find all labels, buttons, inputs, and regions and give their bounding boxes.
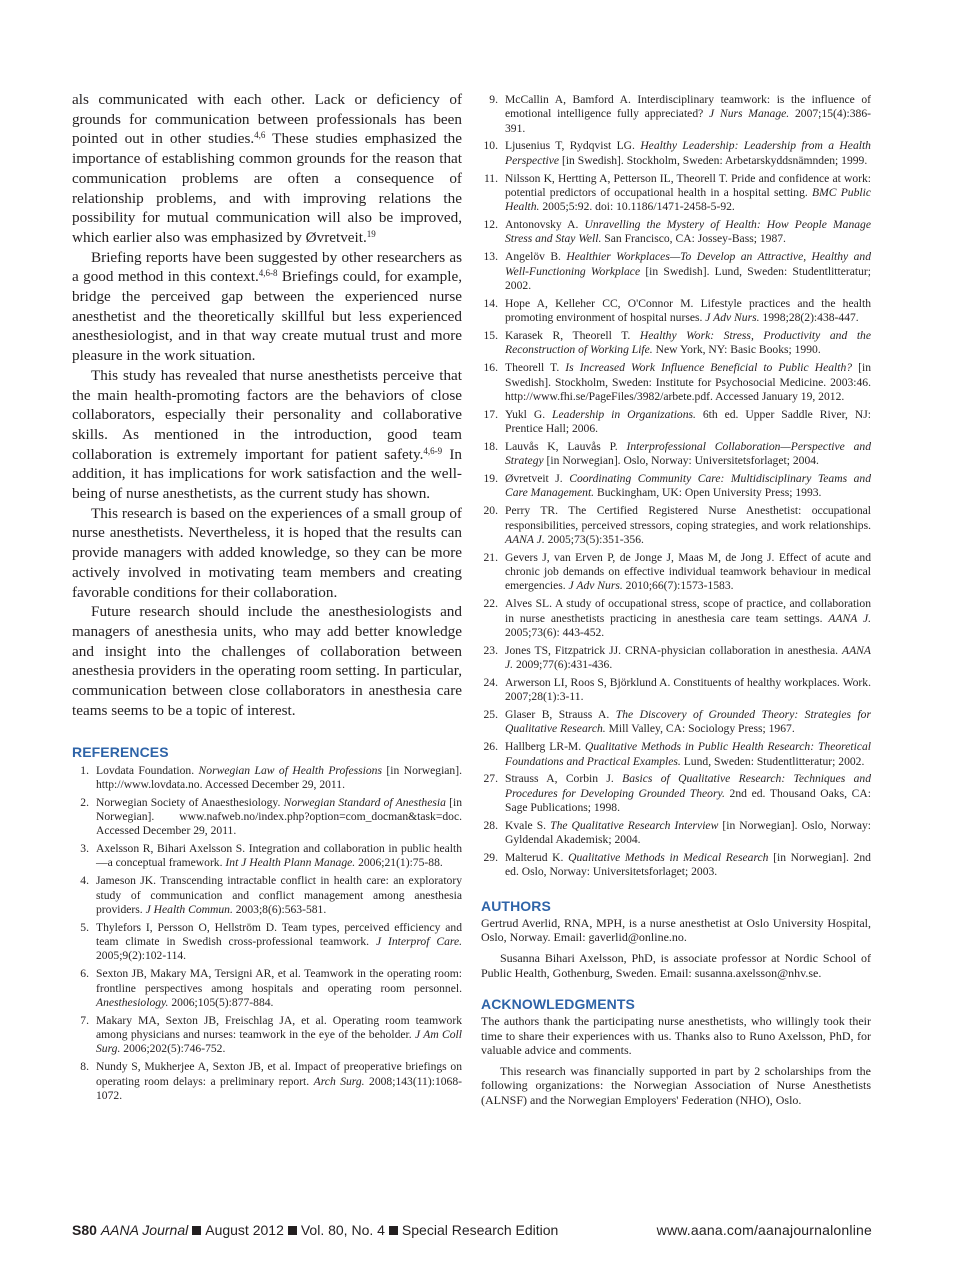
reference-number: 14. bbox=[483, 296, 498, 310]
italic-title: J Adv Nurs. bbox=[568, 579, 623, 593]
reference-item bbox=[481, 329, 871, 358]
reference-number: 1. bbox=[80, 763, 89, 777]
reference-text: Ljusenius T, Rydqvist LG. Healthy Leadership: Leadership from a Health Perspective [in Swedish]. Stockholm, Sweden: Arbetarskyddsnämnden; 1999. bbox=[505, 139, 871, 167]
italic-title: J Interprof Care. bbox=[375, 935, 462, 949]
reference-item bbox=[481, 297, 871, 326]
reference-text: Thylefors I, Persson O, Hellström D. Team types, perceived efficiency and team climate in Swedish cross-professional teamwork. J Interprof Care. 2005;9(2):102-114. bbox=[96, 920, 462, 963]
reference-item bbox=[481, 551, 871, 594]
italic-title: AANA J. bbox=[828, 611, 871, 625]
reference-item bbox=[481, 504, 871, 547]
italic-title: Coordinating Community Care: Multidisciplinary Teams and Care Management. bbox=[505, 472, 871, 500]
reference-text: Malterud K. Qualitative Methods in Medical Research [in Norwegian]. 2nd ed. Oslo, Norway: Universitetsforlaget; 2003. bbox=[505, 851, 871, 879]
italic-title: Anesthesiology. bbox=[96, 995, 169, 1009]
italic-title: J Adv Nurs. bbox=[705, 311, 760, 325]
italic-title: Norwegian Standard of Anesthesia bbox=[283, 795, 446, 809]
reference-number: 11. bbox=[483, 171, 498, 185]
reference-text: Makary MA, Sexton JB, Freischlag JA, et al. Operating room teamwork among physicians and nurses: teamwork in the eye of the beholder. J Am Coll Surg. 2006;202(5):746-752. bbox=[96, 1013, 462, 1056]
journal-name: AANA Journal bbox=[100, 1222, 189, 1238]
reference-number: 20. bbox=[483, 504, 498, 518]
italic-title: Norwegian Law of Health Professions bbox=[198, 763, 382, 777]
reference-item bbox=[481, 93, 871, 136]
reference-text: Nilsson K, Hertting A, Petterson IL, Theorell T. Pride and confidence at work: potential predictors of occupational health in a hospital setting. BMC Public Health. 2005;5:92. doi: 10.1186/1471-2458-5-92. bbox=[505, 171, 871, 214]
reference-text: Kvale S. The Qualitative Research Interview [in Norwegian]. Oslo, Norway: Gyldendal Akademisk; 2004. bbox=[505, 818, 872, 847]
italic-title: Leadership in Organizations. bbox=[552, 407, 696, 421]
reference-text: Karasek R, Theorell T. Healthy Work: Stress, Productivity and the Reconstruction of Working Life. New York, NY: Basic Books; 1990. bbox=[505, 329, 871, 357]
footer-citation bbox=[72, 1222, 558, 1238]
italic-title: BMC Public Health. bbox=[505, 185, 871, 214]
square-bullet-icon bbox=[389, 1226, 398, 1235]
left-column bbox=[72, 90, 462, 1107]
reference-number: 5. bbox=[80, 920, 89, 934]
reference-number: 12. bbox=[483, 218, 498, 232]
reference-text: Jones TS, Fitzpatrick JJ. CRNA-physician collaboration in anesthesia. AANA J. 2009;77(6):431-436. bbox=[505, 643, 871, 671]
reference-number: 26. bbox=[483, 740, 498, 754]
reference-text: Jameson JK. Transcending intractable conflict in health care: an exploratory study of communication and conflict management among anesthesia providers. J Health Commun. 2003;8(6):563-581. bbox=[96, 874, 462, 916]
italic-title: J Health Commun. bbox=[145, 902, 233, 916]
reference-text: Antonovsky A. Unravelling the Mystery of Health: How People Manage Stress and Stay Well. San Francisco, CA: Jossey-Bass; 1987. bbox=[505, 218, 871, 246]
reference-item bbox=[72, 764, 462, 793]
italic-title: AANA J. bbox=[505, 643, 871, 671]
italic-title: Interprofessional Collaboration—Perspective and Strategy bbox=[505, 439, 871, 468]
body-paragraph: Future research should include the anesthesiologists and managers of anesthesia units, who may add better knowledge and insight into the challenges of collaboration between anesthesia providers in the operating room setting. In particular, communication between close collaborators in anesthesia care teams seems to be a topic of interest. bbox=[72, 603, 462, 719]
reference-item bbox=[481, 676, 871, 705]
citation-superscript: 19 bbox=[366, 228, 376, 239]
reference-number: 3. bbox=[80, 842, 89, 856]
author-paragraph: Gertrud Averlid, RNA, MPH, is a nurse anesthetist at Oslo University Hospital, Oslo, Norway. Email: gaverlid@online.no. bbox=[481, 915, 871, 945]
reference-item bbox=[481, 472, 871, 501]
italic-title: The Discovery of Grounded Theory: Strategies for Qualitative Research. bbox=[505, 708, 871, 736]
author-paragraph: Susanna Bihari Axelsson, PhD, is associate professor at Nordic School of Public Health, Gothenburg, Sweden. Email: susanna.axelsson@nhv.se. bbox=[481, 950, 871, 980]
reference-text: Gevers J, van Erven P, de Jonge J, Maas M, de Jong J. Effect of acute and chronic job demands on effective individual teamwork behaviour in medical emergencies. J Adv Nurs. 2010;66(7):1573-1583. bbox=[505, 550, 871, 593]
italic-title: The Qualitative Research Interview bbox=[550, 818, 719, 832]
reference-text: Hallberg LR-M. Qualitative Methods in Public Health Research: Theoretical Foundations and Practical Examples. Lund, Sweden: Studentlitteratur; 2002. bbox=[505, 740, 871, 768]
reference-number: 27. bbox=[483, 772, 498, 786]
reference-item bbox=[481, 440, 871, 469]
reference-number: 9. bbox=[489, 93, 498, 106]
italic-title: Qualitative Methods in Medical Research bbox=[568, 851, 769, 865]
italic-title: Healthy Work: Stress, Productivity and the Reconstruction of Working Life. bbox=[505, 329, 871, 357]
reference-text: Angelöv B. Healthier Workplaces—To Develop an Attractive, Healthy and Well-Functioning Workplace [in Swedish]. Lund, Sweden: Studentlitteratur; 2002. bbox=[505, 250, 871, 292]
italic-title: Healthy Leadership: Leadership from a Health Perspective bbox=[505, 139, 871, 167]
italic-title: AANA J. bbox=[505, 532, 545, 546]
citation-superscript: 4,6-8 bbox=[258, 268, 278, 279]
reference-text: Øvretveit J. Coordinating Community Care: Multidisciplinary Teams and Care Management. Buckingham, UK: Open University Press; 1993. bbox=[505, 472, 871, 500]
italic-title: J Am Coll Surg. bbox=[96, 1028, 462, 1056]
reference-text: Alves SL. A study of occupational stress, scope of practice, and collaboration in nurse anesthetists practicing in anesthesia care team settings. AANA J. 2005;73(6): 443-452. bbox=[505, 597, 871, 639]
italic-title: Int J Health Plann Manage. bbox=[225, 856, 356, 870]
reference-text: Theorell T. Is Increased Work Influence Beneficial to Public Health? [in Swedish]. Stockholm, Sweden: Institute for Psychosocial Medicine. 2003:46. http://www.fhi.se/PageFiles/3982/arbete.pdf. Accessed January 19, 2012. bbox=[505, 361, 872, 403]
reference-item bbox=[72, 1060, 462, 1103]
reference-number: 23. bbox=[483, 643, 498, 657]
square-bullet-icon bbox=[192, 1226, 201, 1235]
reference-number: 17. bbox=[483, 407, 498, 421]
reference-text: Norwegian Society of Anaesthesiology. Norwegian Standard of Anesthesia [in Norwegian]. www.nafweb.no/index.php?option=com_docman&task=doc. Accessed December 29, 2011. bbox=[96, 795, 462, 838]
reference-item bbox=[481, 851, 871, 880]
acknowledgment-paragraph: The authors thank the participating nurse anesthetists, who willingly took their time to share their experiences with us. Thanks also to Runo Axelsson, PhD, for valuable advice and comments. bbox=[481, 1014, 871, 1058]
body-paragraph: Briefing reports have been suggested by other researchers as a good method in this context.$^{4,6-8}$ Briefings could, for example, bridge the perceived gap between the experienced nurse anesthetist and the theoretically skillful but less experienced anesthesiologist, and in that way create mutual trust and more pleasure in the work situation. bbox=[72, 248, 462, 365]
reference-text: Arwerson LI, Roos S, Björklund A. Constituents of healthy workplaces. Work. 2007;28(1):3-11. bbox=[505, 675, 871, 704]
reference-number: 21. bbox=[483, 550, 498, 564]
reference-text: Strauss A, Corbin J. Basics of Qualitative Research: Techniques and Procedures for Developing Grounded Theory. 2nd ed. Thousand Oaks, CA: Sage Publications; 1998. bbox=[505, 772, 871, 815]
italic-title: J Nurs Manage. bbox=[709, 107, 790, 121]
reference-item bbox=[481, 218, 871, 247]
reference-item bbox=[481, 819, 871, 848]
reference-number: 15. bbox=[483, 329, 498, 343]
reference-item bbox=[481, 740, 871, 769]
acknowledgments-heading: ACKNOWLEDGMENTS bbox=[481, 996, 635, 1013]
reference-item bbox=[481, 408, 871, 437]
reference-item bbox=[72, 1014, 462, 1057]
italic-title: Healthier Workplaces—To Develop an Attractive, Healthy and Well-Functioning Workplace bbox=[505, 250, 871, 278]
reference-number: 16. bbox=[483, 361, 498, 375]
reference-text: Glaser B, Strauss A. The Discovery of Grounded Theory: Strategies for Qualitative Research. Mill Valley, CA: Sociology Press; 1967. bbox=[505, 708, 871, 736]
reference-item bbox=[481, 772, 871, 815]
citation-superscript: 4,6-9 bbox=[423, 445, 443, 456]
reference-text: Perry TR. The Certified Registered Nurse Anesthetist: occupational responsibilities, perceived stressors, coping strategies, and work relationships. AANA J. 2005;73(5):351-356. bbox=[505, 504, 871, 546]
reference-text: Sexton JB, Makary MA, Tersigni AR, et al. Teamwork in the operating room: frontline perspectives among hospitals and operating room personnel. Anesthesiology. 2006;105(5):877-884. bbox=[96, 967, 462, 1009]
square-bullet-icon bbox=[288, 1226, 297, 1235]
acknowledgments-section bbox=[481, 1014, 871, 1108]
edition-label: Special Research Edition bbox=[401, 1222, 559, 1238]
acknowledgment-paragraph: This research was financially supported in part by 2 scholarships from the following organizations: the Norwegian Association of Nurse Anesthetists (ALNSF) and the Norwegian Employers' Federation (NHO), Oslo. bbox=[481, 1063, 871, 1108]
reference-number: 6. bbox=[80, 967, 89, 981]
reference-item bbox=[481, 644, 871, 673]
body-paragraph: als communicated with each other. Lack or deficiency of grounds for communication between professionals has been pointed out in other studies.$^{4,6}$ These studies emphasized the importance of establishing common grounds for the reason that communication problems are often a consequence of relationship problems, and with improving relations the possibility for mutual communication will also be improved, which earlier also was emphasized by Øvretveit.$^{19}$ bbox=[72, 91, 463, 246]
reference-text: Hope A, Kelleher CC, O'Connor M. Lifestyle practices and the health promoting environment of hospital nurses. J Adv Nurs. 1998;28(2):438-447. bbox=[505, 296, 871, 325]
reference-text: Nundy S, Mukherjee A, Sexton JB, et al. Impact of preoperative briefings on operating room delays: a preliminary report. Arch Surg. 2008;143(11):1068-1072. bbox=[96, 1060, 462, 1102]
reference-item bbox=[72, 921, 462, 964]
italic-title: Basics of Qualitative Research: Techniques and Procedures for Developing Grounded Theory. bbox=[505, 772, 871, 800]
issue-date: August 2012 bbox=[205, 1222, 284, 1238]
body-paragraph: This research is based on the experiences of a small group of nurse anesthetists. Nevertheless, it is hoped that the results can provide managers with added knowledge, so they can be more actively involved in motivating team members and creating favorable conditions for their collaboration. bbox=[72, 504, 462, 601]
reference-item bbox=[72, 796, 462, 839]
italic-title: Qualitative Methods in Public Health Research: Theoretical Foundations and Practical Examples. bbox=[505, 740, 871, 768]
body-paragraph: This study has revealed that nurse anesthetists perceive that the main health-promoting factors are the behaviors of close collaborators, especially their personality and collaborative skills. As mentioned in the introduction, good team collaboration is extremely important for patient safety.$^{4,6-9}$ In addition, it has implications for work satisfaction and the well-being of nurse anesthetists, as the current study has shown. bbox=[72, 366, 462, 503]
reference-list-left bbox=[72, 764, 462, 1104]
reference-text: McCallin A, Bamford A. Interdisciplinary teamwork: is the influence of emotional intelligence fully appreciated? J Nurs Manage. 2007;15(4):386-391. bbox=[505, 93, 871, 135]
reference-number: 13. bbox=[483, 250, 498, 264]
italic-title: Arch Surg. bbox=[313, 1074, 365, 1088]
body-text bbox=[72, 90, 462, 721]
italic-title: Is Increased Work Influence Beneficial to Public Health? bbox=[565, 361, 853, 375]
reference-number: 4. bbox=[80, 874, 89, 888]
reference-item bbox=[481, 250, 871, 293]
right-column bbox=[481, 93, 871, 1114]
reference-number: 25. bbox=[483, 708, 498, 722]
reference-number: 8. bbox=[80, 1060, 89, 1074]
page-footer bbox=[72, 1222, 872, 1242]
reference-list-right bbox=[481, 93, 871, 880]
reference-item bbox=[481, 361, 871, 404]
reference-number: 18. bbox=[483, 439, 498, 453]
reference-number: 22. bbox=[483, 597, 498, 611]
volume-number: Vol. 80, No. 4 bbox=[300, 1222, 385, 1238]
authors-section bbox=[481, 916, 871, 980]
reference-item bbox=[72, 842, 462, 871]
authors-heading: AUTHORS bbox=[481, 897, 551, 914]
reference-number: 28. bbox=[483, 818, 498, 832]
reference-item bbox=[481, 597, 871, 640]
reference-text: Lauvås K, Lauvås P. Interprofessional Collaboration—Perspective and Strategy [in Norwegian]. Oslo, Norway: Universitetsforlaget; 2004. bbox=[505, 439, 871, 468]
italic-title: Unravelling the Mystery of Health: How People Manage Stress and Stay Well. bbox=[505, 218, 871, 246]
reference-item bbox=[481, 139, 871, 168]
reference-text: Axelsson R, Bihari Axelsson S. Integration and collaboration in public health—a conceptual framework. Int J Health Plann Manage. 2006;21(1):75-88. bbox=[96, 842, 462, 870]
reference-item bbox=[481, 708, 871, 737]
reference-number: 2. bbox=[80, 795, 89, 809]
citation-superscript: 4,6 bbox=[254, 130, 266, 141]
reference-text: Lovdata Foundation. Norwegian Law of Health Professions [in Norwegian]. http://www.lovdata.no. Accessed December 29, 2011. bbox=[96, 763, 462, 791]
references-heading: REFERENCES bbox=[72, 743, 169, 760]
reference-number: 29. bbox=[483, 851, 498, 865]
reference-item bbox=[72, 874, 462, 917]
reference-number: 7. bbox=[80, 1013, 89, 1027]
page-number: S80 bbox=[72, 1222, 97, 1238]
reference-number: 10. bbox=[483, 139, 498, 153]
reference-text: Yukl G. Leadership in Organizations. 6th ed. Upper Saddle River, NJ: Prentice Hall; 2006. bbox=[505, 407, 871, 435]
reference-number: 19. bbox=[483, 472, 498, 486]
reference-item bbox=[481, 172, 871, 215]
reference-number: 24. bbox=[483, 675, 498, 689]
journal-url: www.aana.com/aanajournalonline bbox=[656, 1222, 872, 1238]
reference-item bbox=[72, 967, 462, 1010]
